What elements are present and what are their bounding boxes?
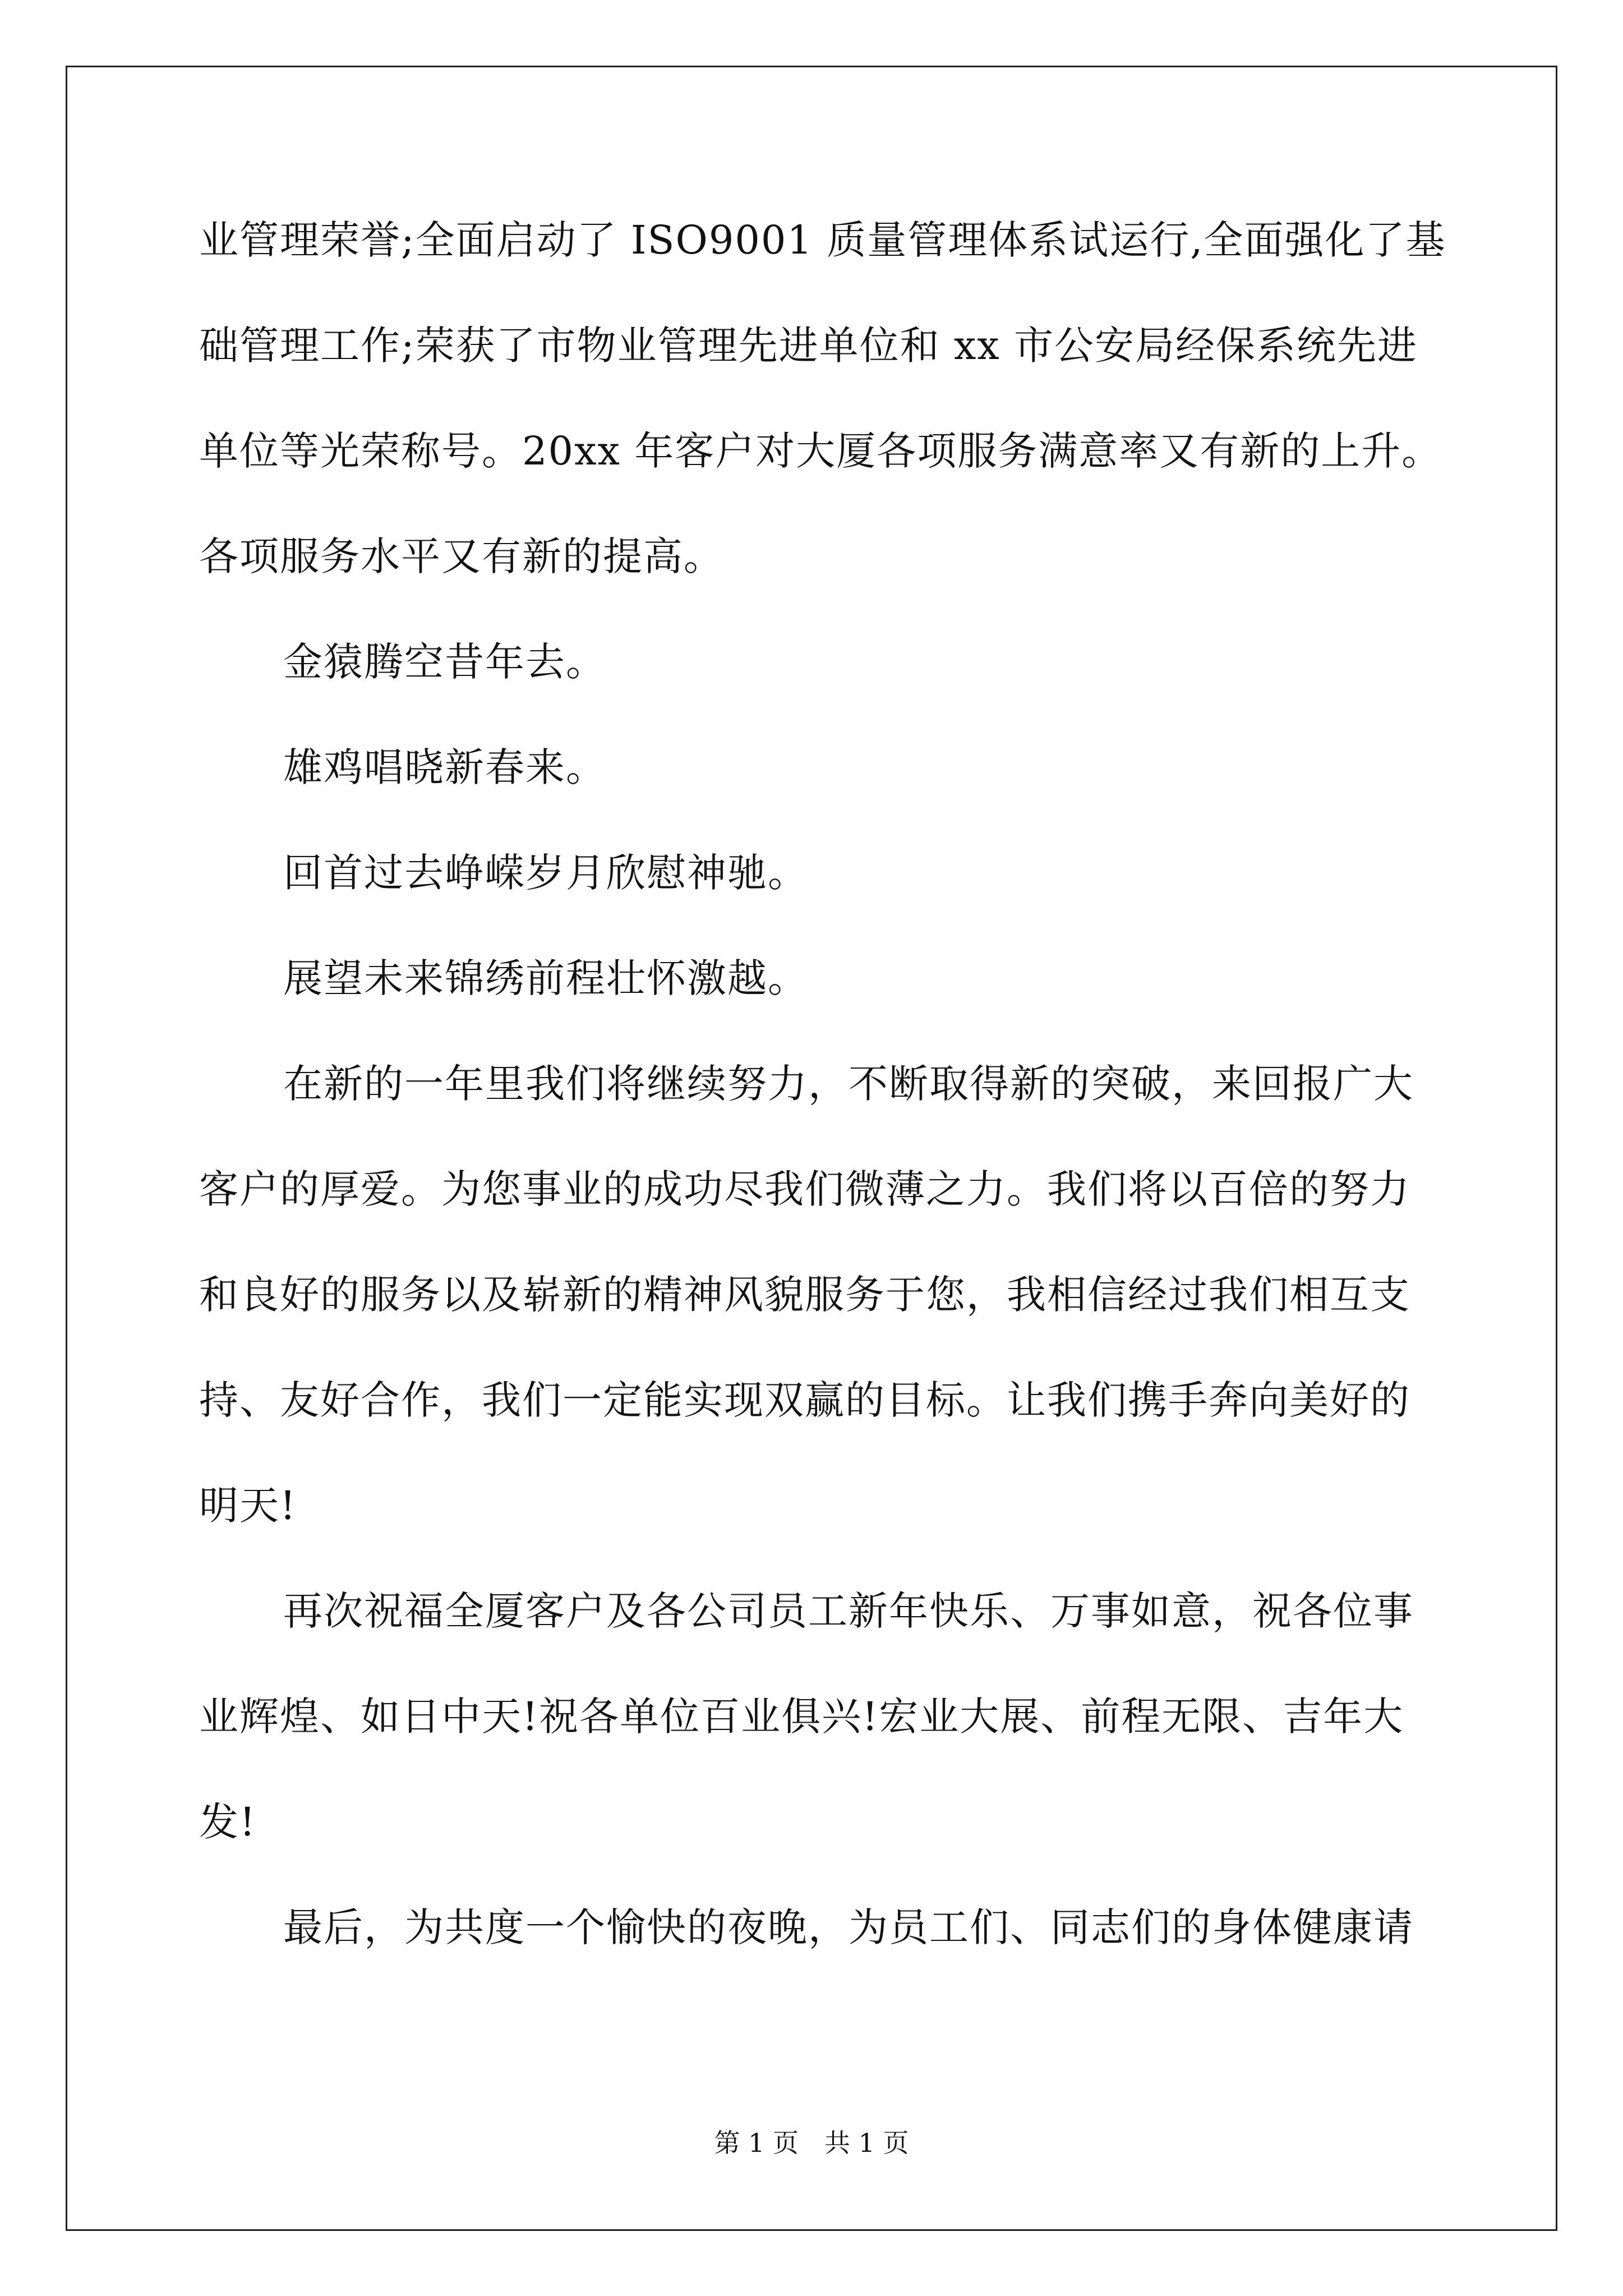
text-line-13: 明天! [199, 1483, 297, 1529]
text-line-11: 和良好的服务以及崭新的精神风貌服务于您，我相信经过我们相互支 [199, 1272, 1410, 1318]
text-line-7: 回首过去峥嵘岁月欣慰神驰。 [283, 850, 808, 896]
text-line-15: 业辉煌、如日中天!祝各单位百业俱兴!宏业大展、前程无限、吉年大 [199, 1694, 1404, 1740]
text-line-2: 础管理工作;荣获了市物业管理先进单位和 xx 市公安局经保系统先进 [199, 323, 1418, 369]
text-line-6: 雄鸡唱晓新春来。 [283, 744, 606, 790]
text-line-5: 金猿腾空昔年去。 [283, 639, 606, 685]
page-footer: 第 1 页 共 1 页 [714, 2128, 909, 2158]
text-line-10: 客户的厚爱。为您事业的成功尽我们微薄之力。我们将以百倍的努力 [199, 1166, 1410, 1212]
text-line-14: 再次祝福全厦客户及各公司员工新年快乐、万事如意，祝各位事 [283, 1588, 1414, 1634]
text-line-3: 单位等光荣称号。20xx 年客户对大厦各项服务满意率又有新的上升。 [199, 428, 1442, 474]
text-line-9: 在新的一年里我们将继续努力，不断取得新的突破，来回报广大 [283, 1061, 1414, 1107]
text-line-1: 业管理荣誉;全面启动了 ISO9001 质量管理体系试运行,全面强化了基 [199, 217, 1446, 263]
text-line-16: 发! [199, 1799, 257, 1845]
text-line-12: 持、友好合作，我们一定能实现双赢的目标。让我们携手奔向美好的 [199, 1377, 1410, 1423]
text-line-4: 各项服务水平又有新的提高。 [199, 533, 724, 579]
text-line-8: 展望未来锦绣前程壮怀激越。 [283, 955, 808, 1001]
text-line-17: 最后，为共度一个愉快的夜晚，为员工们、同志们的身体健康请 [283, 1904, 1414, 1950]
